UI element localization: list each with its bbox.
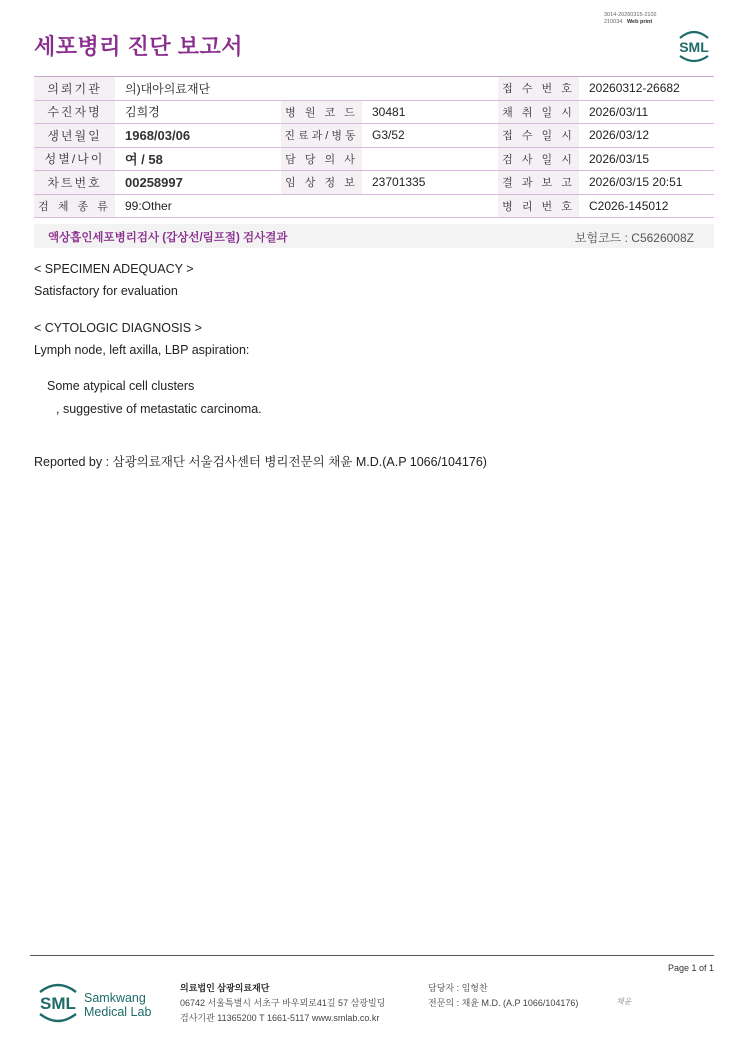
footer-specialist: 전문의 : 채윤 M.D. (A.P 1066/104176) <box>428 998 579 1008</box>
info-row <box>34 171 714 195</box>
insurance-code: 보험코드 : C5626008Z <box>574 231 694 245</box>
info-label: 채 취 일 시 <box>498 100 579 124</box>
info-label: 결 과 보 고 <box>498 171 579 195</box>
info-value: 2026/03/15 <box>579 147 714 171</box>
diagnosis-line-2: , suggestive of metastatic carcinoma. <box>56 402 262 416</box>
info-label: 차트번호 <box>34 171 115 195</box>
info-label: 접 수 번 호 <box>498 77 579 101</box>
info-label: 검 사 일 시 <box>498 147 579 171</box>
info-row <box>34 147 714 171</box>
info-label: 성별/나이 <box>34 147 115 171</box>
info-label: 생년월일 <box>34 124 115 148</box>
info-label: 수진자명 <box>34 100 115 124</box>
info-label: 접 수 일 시 <box>498 124 579 148</box>
info-value <box>362 147 498 171</box>
page-number: Page 1 of 1 <box>667 963 714 973</box>
info-value: 2026/03/15 20:51 <box>579 171 714 195</box>
diagnosis-line-1: Some atypical cell clusters <box>47 379 195 393</box>
info-label: 진료과/병동 <box>281 124 362 148</box>
info-value: 여 / 58 <box>115 147 281 171</box>
info-row <box>34 124 714 148</box>
patient-info-table <box>34 76 714 218</box>
info-value: 김희경 <box>115 100 281 124</box>
info-label: 병 원 코 드 <box>281 100 362 124</box>
brand-name-line-2: Medical Lab <box>84 1005 152 1019</box>
print-meta <box>604 12 657 26</box>
info-value: 1968/03/06 <box>115 124 281 148</box>
print-id: 3014-20260315-2102 <box>604 12 657 18</box>
footer-org: 의료법인 삼광의료재단 <box>180 983 270 993</box>
info-value: 99:Other <box>115 194 281 218</box>
info-label: 담 당 의 사 <box>281 147 362 171</box>
info-row <box>34 194 714 218</box>
footer-license: 검사기관 11365200 T 1661-5117 www.smlab.co.kr <box>180 1013 380 1023</box>
info-value: 의)대아의료재단 <box>115 77 281 101</box>
signature: 채윤 <box>616 997 632 1006</box>
info-empty <box>281 194 362 218</box>
info-value: G3/52 <box>362 124 498 148</box>
info-value: 00258997 <box>115 171 281 195</box>
footer-staff: 담당자 : 임형찬 <box>428 983 488 993</box>
test-name: 액상흡인세포병리검사 (갑상선/림프절) 검사결과 <box>48 232 288 244</box>
info-empty <box>362 194 498 218</box>
info-empty <box>281 77 362 101</box>
adequacy-text: Satisfactory for evaluation <box>34 284 178 298</box>
info-label: 임 상 정 보 <box>281 171 362 195</box>
info-row <box>34 77 714 101</box>
info-value: 30481 <box>362 100 498 124</box>
info-empty <box>362 77 498 101</box>
info-label: 병 리 번 호 <box>498 194 579 218</box>
brand-name-line-1: Samkwang <box>84 991 146 1005</box>
print-no: 210034 <box>604 19 623 25</box>
test-header-bar <box>34 224 714 248</box>
footer-logo-text: SML <box>40 994 76 1013</box>
print-label: Web print <box>626 19 653 25</box>
logo-text: SML <box>679 39 709 55</box>
info-value: 23701335 <box>362 171 498 195</box>
footer-logo <box>36 980 156 1026</box>
info-value: 2026/03/12 <box>579 124 714 148</box>
info-label: 의뢰기관 <box>34 77 115 101</box>
info-label: 검 체 종 류 <box>34 194 115 218</box>
sml-logo-icon <box>674 26 714 64</box>
footer-sml-logo-icon <box>36 980 156 1026</box>
footer-address: 06742 서울특별시 서초구 바우뫼로41길 57 삼광빌딩 <box>180 998 386 1008</box>
footer-divider <box>30 955 714 956</box>
adequacy-header: < SPECIMEN ADEQUACY > <box>34 262 194 276</box>
info-value: 20260312-26682 <box>579 77 714 101</box>
info-value: 2026/03/11 <box>579 100 714 124</box>
diagnosis-site: Lymph node, left axilla, LBP aspiration: <box>34 343 250 357</box>
report-title: 세포병리 진단 보고서 <box>34 34 243 59</box>
info-row <box>34 100 714 124</box>
reported-by: Reported by : 삼광의료재단 서울검사센터 병리전문의 채윤 M.D.(A.P 1066/104176) <box>34 455 487 469</box>
info-value: C2026-145012 <box>579 194 714 218</box>
diagnosis-header: < CYTOLOGIC DIAGNOSIS > <box>34 321 202 335</box>
